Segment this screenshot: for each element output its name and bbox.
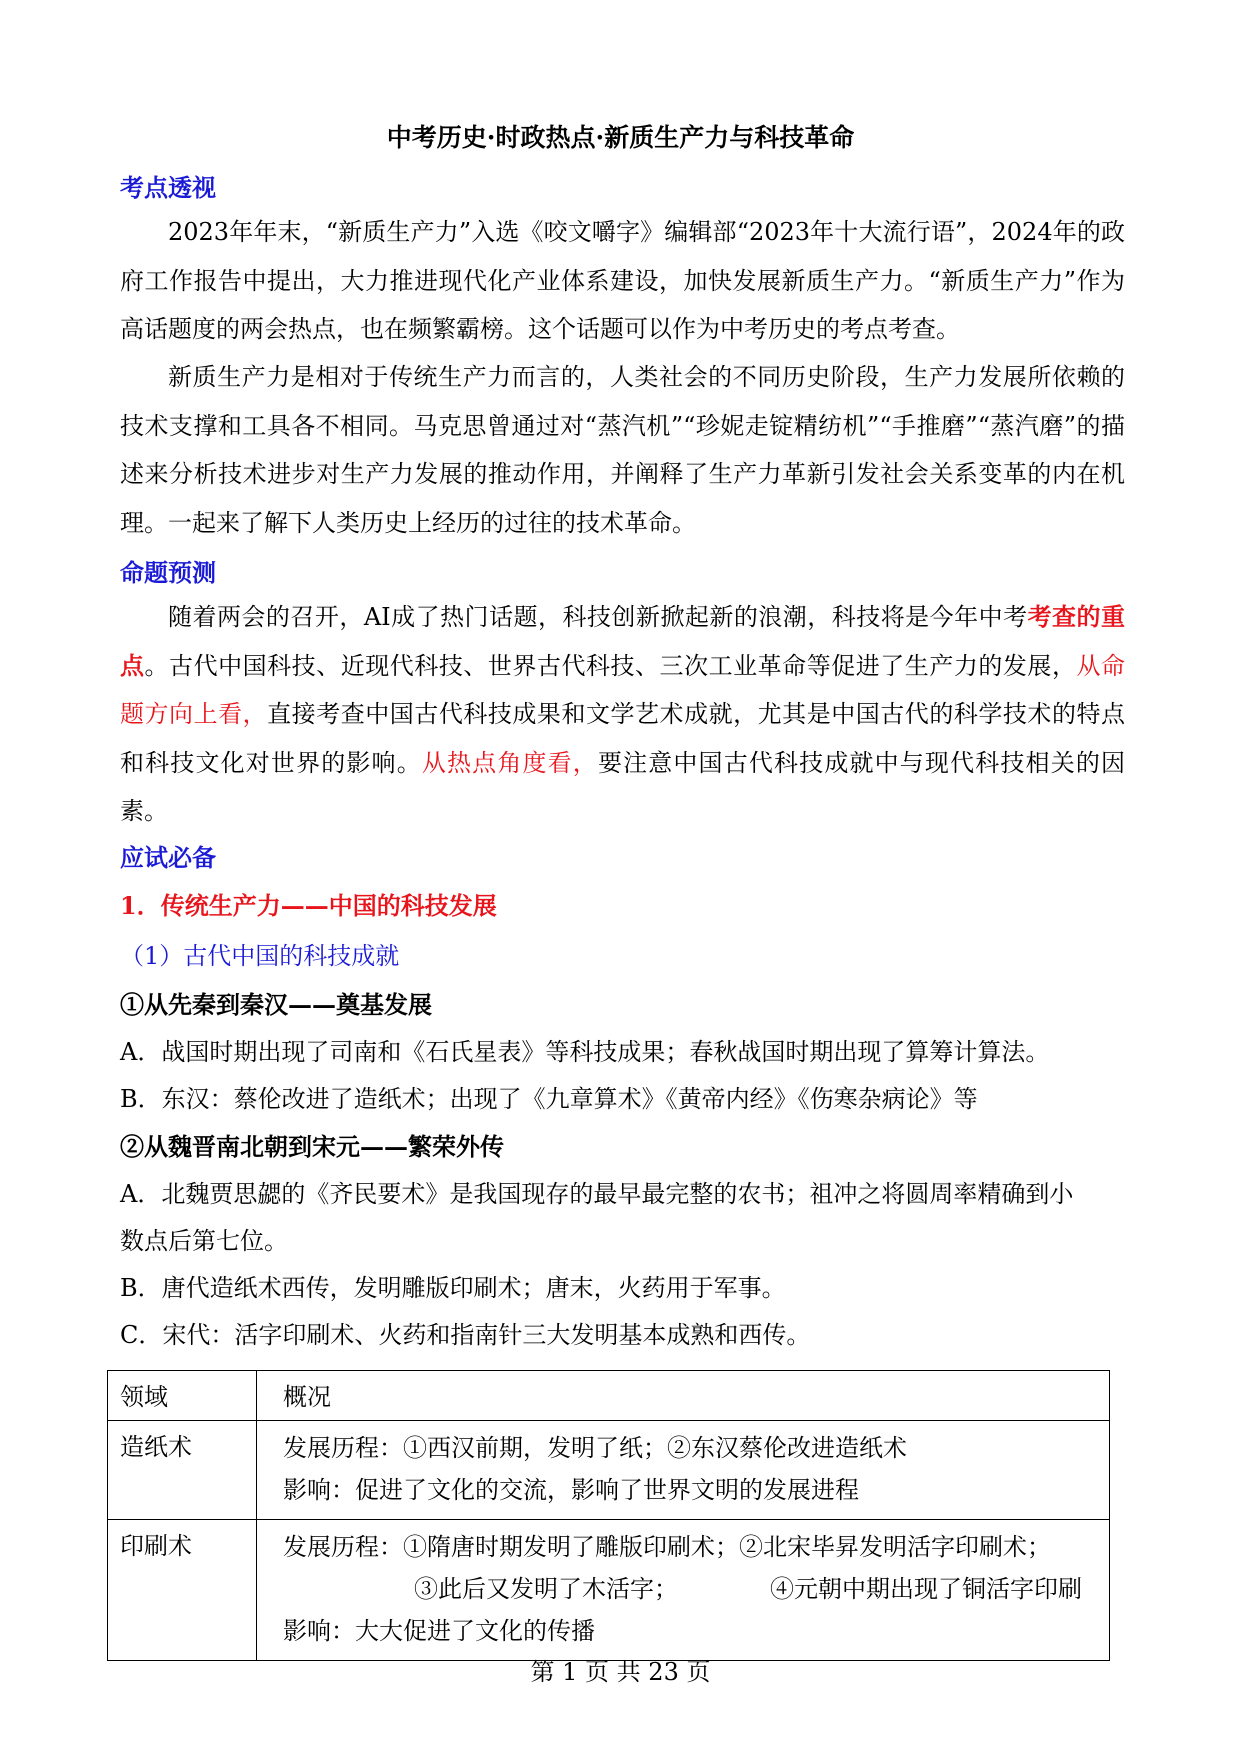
table-row bbox=[108, 1421, 1110, 1520]
paragraph-prediction bbox=[120, 593, 1125, 836]
table-row bbox=[108, 1520, 1110, 1661]
subheading-wei-jin-to-song-yuan: ②从魏晋南北朝到宋元——繁荣外传 bbox=[120, 1132, 504, 1161]
paragraph-intro-2: 新质生产力是相对于传统生产力而言的，人类社会的不同历史阶段，生产力发展所依赖的技术支撑和工具各不相同。马克思曾通过对“蒸汽机”“珍妮走锭精纺机”“手推磨”“蒸汽磨”的描述来分析技术进步对生产力发展的推动作用，并阐释了生产力革新引发社会关系变革的内在机理。一起来了解下人类历史上经历的过往的技术革命。 bbox=[120, 363, 1125, 537]
section-heading-prediction: 命题预测 bbox=[120, 558, 216, 587]
table-cell-field: 印刷术 bbox=[108, 1520, 257, 1661]
table-cell-field: 造纸术 bbox=[108, 1421, 257, 1520]
prediction-highlight-hotspot: 从热点角度看， bbox=[421, 748, 598, 777]
table-cell-overview bbox=[257, 1421, 1110, 1520]
item-tang-dynasty: B．唐代造纸术西传，发明雕版印刷术；唐末，火药用于军事。 bbox=[120, 1274, 786, 1302]
heading-ancient-achievements: （1）古代中国的科技成就 bbox=[120, 942, 400, 970]
prediction-text-c: 直接考查中国古代科技成果和文学艺术成就，尤其是中国古代的科学技术的特点和科技文化对世界的影响。 bbox=[120, 700, 1126, 777]
section-heading-exam-points: 考点透视 bbox=[120, 173, 216, 202]
prediction-highlight-direction: 从命题方向上看， bbox=[120, 651, 1126, 728]
table-line: 影响：大大促进了文化的传播 bbox=[283, 1617, 595, 1645]
prediction-text-d: 要注意中国古代科技成就中与现代科技相关的因素。 bbox=[120, 748, 1126, 825]
table-line: 发展历程：①隋唐时期发明了雕版印刷术；②北宋毕昇发明活字印刷术； bbox=[283, 1533, 1051, 1561]
table-line: ③此后又发明了木活字； ④元朝中期出现了铜活字印刷 bbox=[414, 1575, 1082, 1603]
paragraph-intro-1: 2023年年末，“新质生产力”入选《咬文嚼字》编辑部“2023年十大流行语”，2024年的政府工作报告中提出，大力推进现代化产业体系建设，加快发展新质生产力。“新质生产力”作为高话题度的两会热点，也在频繁霸榜。这个话题可以作为中考历史的考点考查。 bbox=[120, 218, 1125, 343]
table-line: 发展历程：①西汉前期，发明了纸；②东汉蔡伦改进造纸术 bbox=[283, 1434, 907, 1462]
tech-table bbox=[107, 1370, 1110, 1661]
table-line: 影响：促进了文化的交流，影响了世界文明的发展进程 bbox=[283, 1476, 859, 1504]
prediction-highlight-focus: 考查的重点 bbox=[120, 602, 1125, 680]
heading-traditional-productivity: 1．传统生产力——中国的科技发展 bbox=[120, 891, 497, 920]
page-title: 中考历史·时政热点·新质生产力与科技革命 bbox=[386, 123, 855, 152]
table-cell-overview bbox=[257, 1520, 1110, 1661]
page-footer: 第 1 页 共 23 页 bbox=[530, 1658, 711, 1686]
item-northern-wei-line2: 数点后第七位。 bbox=[120, 1227, 288, 1255]
table-header-row bbox=[108, 1371, 1110, 1421]
item-song-dynasty: C．宋代：活字印刷术、火药和指南针三大发明基本成熟和西传。 bbox=[120, 1321, 811, 1349]
subheading-pre-qin-to-han: ①从先秦到秦汉——奠基发展 bbox=[120, 990, 432, 1019]
item-northern-wei-line1: A．北魏贾思勰的《齐民要术》是我国现存的最早最完整的农书；祖冲之将圆周率精确到小 bbox=[120, 1180, 1074, 1208]
prediction-text-a: 随着两会的召开，AI成了热门话题，科技创新掀起新的浪潮，科技将是今年中考 bbox=[168, 603, 1028, 631]
prediction-text-b: 。古代中国科技、近现代科技、世界古代科技、三次工业革命等促进了生产力的发展， bbox=[144, 651, 1077, 680]
table-header-field: 领域 bbox=[108, 1371, 257, 1421]
item-eastern-han: B．东汉：蔡伦改进了造纸术；出现了《九章算术》《黄帝内经》《伤寒杂病论》等 bbox=[120, 1085, 978, 1113]
item-warring-states: A．战国时期出现了司南和《石氏星表》等科技成果；春秋战国时期出现了算筹计算法。 bbox=[120, 1038, 1050, 1066]
table-header-overview: 概况 bbox=[257, 1371, 1110, 1421]
section-heading-essentials: 应试必备 bbox=[120, 843, 216, 872]
